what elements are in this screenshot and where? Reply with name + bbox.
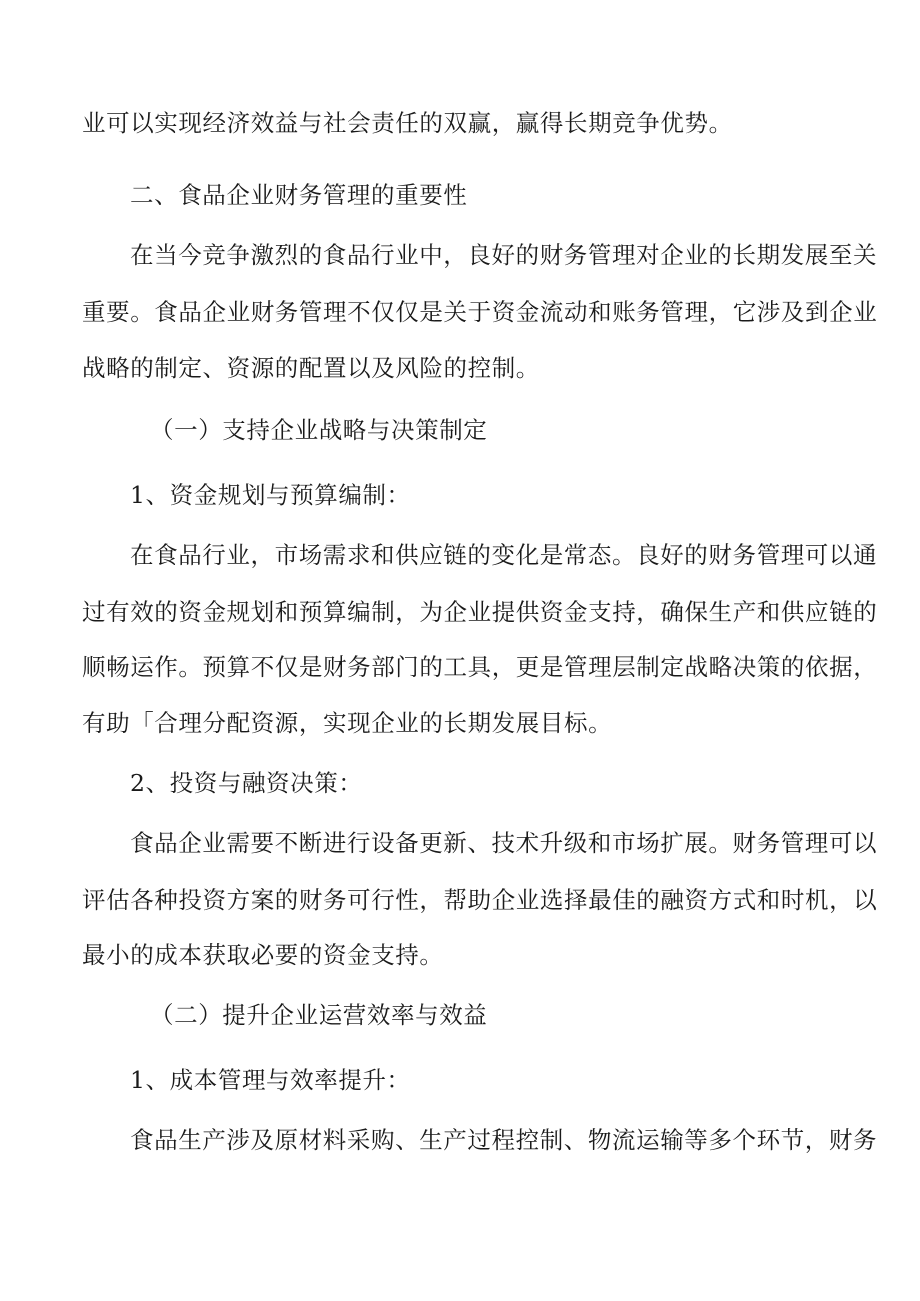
paragraph-line: 重要。食品企业财务管理不仅仅是关于资金流动和账务管理，它涉及到企业 — [82, 298, 878, 326]
paragraph-line: 在当今竞争激烈的食品行业中，良好的财务管理对企业的长期发展至关 — [130, 241, 878, 269]
paragraph-continuation-line: 业可以实现经济效益与社会责任的双赢，赢得长期竞争优势。 — [82, 109, 733, 137]
paragraph-line: 顺畅运作。预算不仅是财务部门的工具，更是管理层制定战略决策的依据， — [82, 653, 878, 681]
subsection-heading: （二）提升企业运营效率与效益 — [150, 1001, 488, 1029]
paragraph-line: 过有效的资金规划和预算编制，为企业提供资金支持，确保生产和供应链的 — [82, 598, 878, 626]
item-heading: 1、资金规划与预算编制： — [130, 481, 411, 509]
item-heading: 1、成本管理与效率提升： — [130, 1066, 411, 1094]
item-heading: 2、投资与融资决策： — [130, 769, 363, 797]
paragraph-line: 评估各种投资方案的财务可行性，帮助企业选择最佳的融资方式和时机，以 — [82, 886, 878, 914]
section-heading: 二、食品企业财务管理的重要性 — [130, 181, 468, 209]
paragraph-line: 食品生产涉及原材料采购、生产过程控制、物流运输等多个环节，财务 — [130, 1126, 878, 1154]
paragraph-line: 最小的成本获取必要的资金支持。 — [82, 941, 444, 969]
paragraph-line: 在食品行业，市场需求和供应链的变化是常态。良好的财务管理可以通 — [130, 541, 878, 569]
paragraph-line: 食品企业需要不断进行设备更新、技术升级和市场扩展。财务管理可以 — [130, 829, 878, 857]
subsection-heading: （一）支持企业战略与决策制定 — [150, 416, 488, 444]
paragraph-line: 有助「合理分配资源，实现企业的长期发展目标。 — [82, 709, 613, 737]
paragraph-line: 战略的制定、资源的配置以及风险的控制。 — [82, 354, 540, 382]
